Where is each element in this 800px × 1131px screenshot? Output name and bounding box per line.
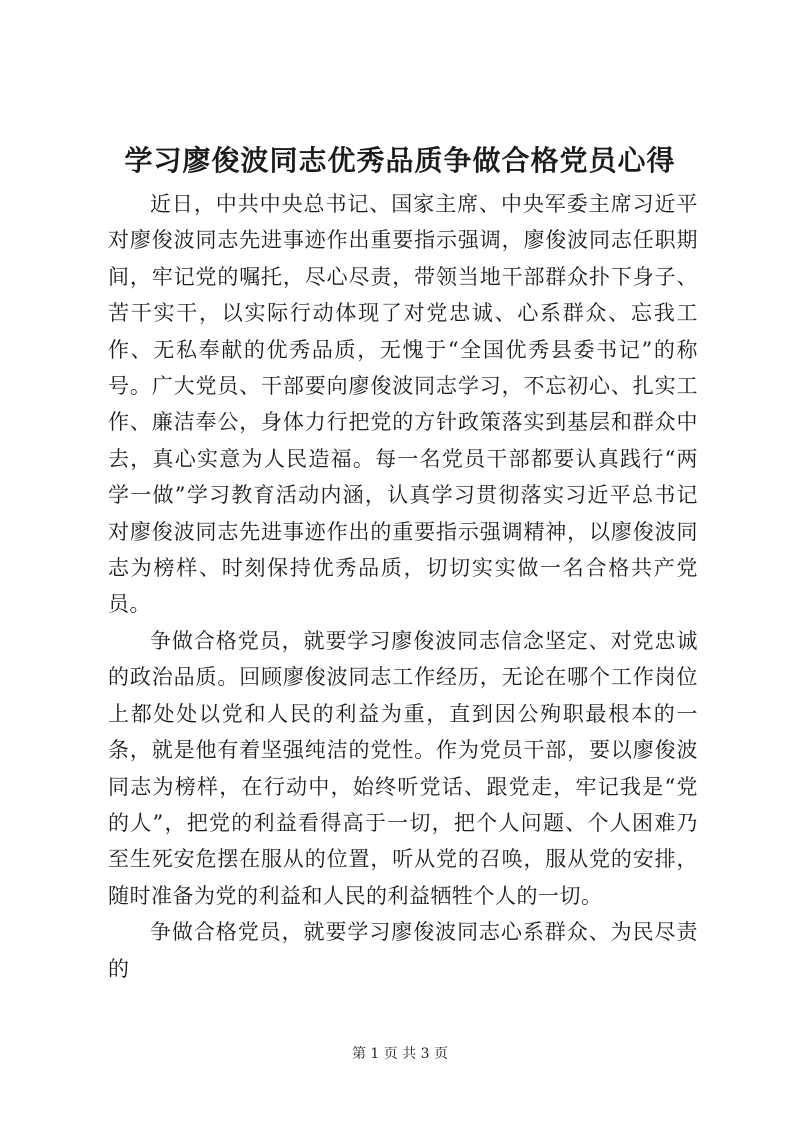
document-body (108, 186, 698, 987)
paragraph-1: 近日，中共中央总书记、国家主席、中央军委主席习近平对廖俊波同志先进事迹作出重要指示强调，廖俊波同志任职期间，牢记党的嘱托，尽心尽责，带领当地干部群众扑下身子、苦干实干，以实际行动体现了对党忠诚、心系群众、忘我工作、无私奉献的优秀品质，无愧于“全国优秀县委书记”的称号。广大党员、干部要向廖俊波同志学习，不忘初心、扎实工作、廉洁奉公，身体力行把党的方针政策落实到基层和群众中去，真心实意为人民造福。每一名党员干部都要认真践行“两学一做”学习教育活动内涵，认真学习贯彻落实习近平总书记对廖俊波同志先进事迹作出的重要指示强调精神，以廖俊波同志为榜样、时刻保持优秀品质，切切实实做一名合格共产党员。 (108, 192, 698, 617)
paragraph-2: 争做合格党员，就要学习廖俊波同志信念坚定、对党忠诚的政治品质。回顾廖俊波同志工作经历，无论在哪个工作岗位上都处处以党和人民的利益为重，直到因公殉职最根本的一条，就是他有着坚强纯洁的党性。作为党员干部，要以廖俊波同志为榜样，在行动中，始终听党话、跟党走，牢记我是“党的人”，把党的利益看得高于一切，把个人问题、个人困难乃至生死安危摆在服从的位置，听从党的召唤，服从党的安排，随时准备为党的利益和人民的利益牺牲个人的一切。 (108, 628, 698, 908)
page-number-footer: 第 1 页 共 3 页 (351, 1046, 449, 1062)
paragraph-3: 争做合格党员，就要学习廖俊波同志心系群众、为民尽责的 (108, 920, 698, 981)
document-title: 学习廖俊波同志优秀品质争做合格党员心得 (124, 144, 676, 177)
